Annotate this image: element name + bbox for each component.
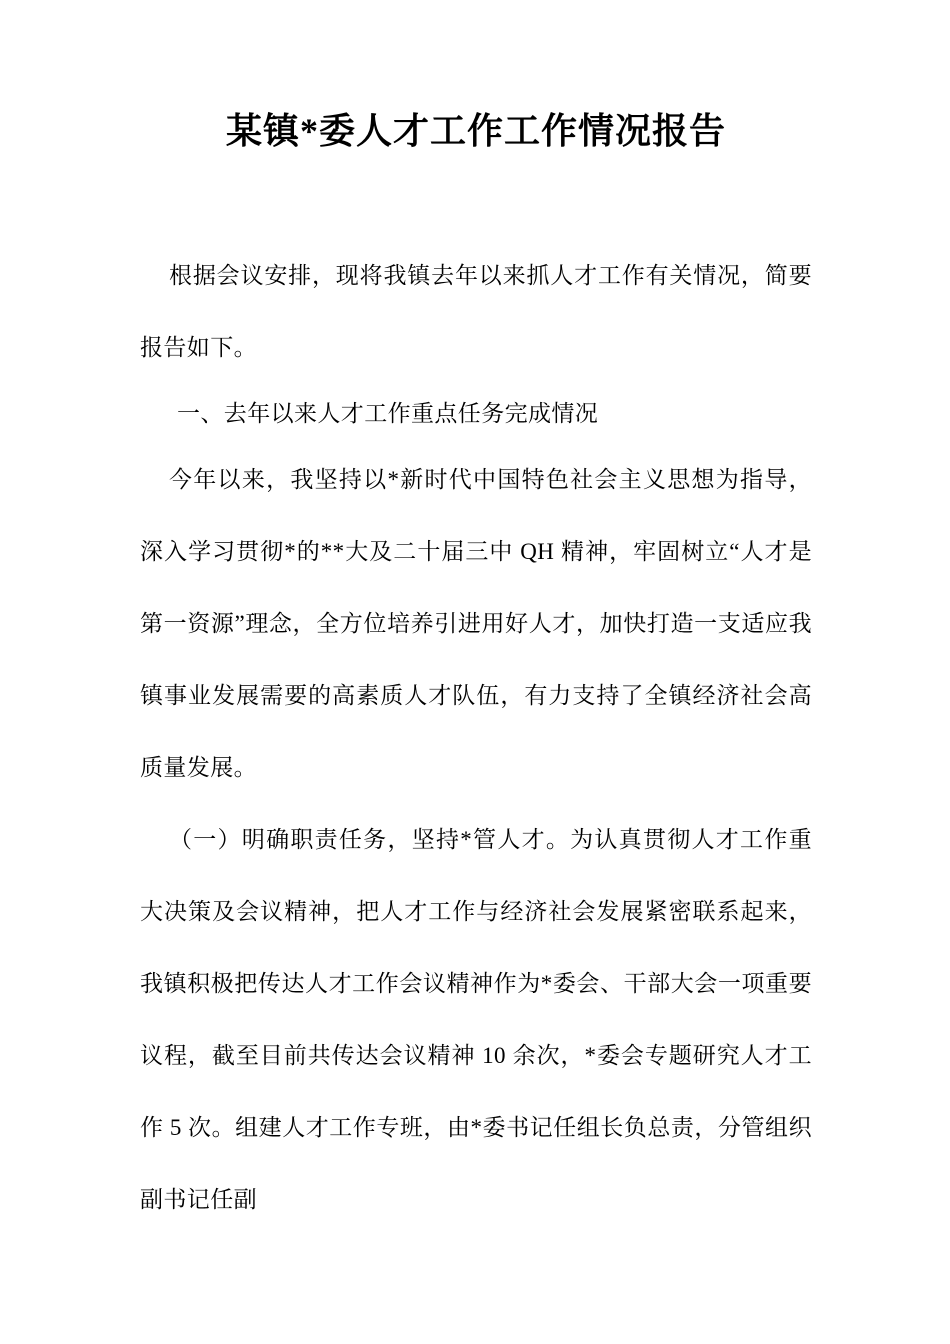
paragraph-overview: 今年以来，我坚持以*新时代中国特色社会主义思想为指导，深入学习贯彻*的**大及二十届三中 QH 精神，牢固树立“人才是第一资源”理念，全方位培养引进用好人才，加快打造一支适应我镇事业发展需要的高素质人才队伍，有力支持了全镇经济社会高质量发展。 <box>140 467 812 780</box>
paragraph-subsection-1: （一）明确职责任务，坚持*管人才。为认真贯彻人才工作重大决策及会议精神，把人才工作与经济社会发展紧密联系起来，我镇积极把传达人才工作会议精神作为*委会、干部大会一项重要议程，截至目前共传达会议精神 10 余次，*委会专题研究人才工作 5 次。组建人才工作专班，由*委书记任组长负总责，分管组织副书记任副 <box>140 827 812 1212</box>
paragraph-intro: 根据会议安排，现将我镇去年以来抓人才工作有关情况，简要报告如下。 <box>140 263 812 360</box>
section-heading-1: 一、去年以来人才工作重点任务完成情况 <box>177 401 599 426</box>
document-title: 某镇*委人才工作工作情况报告 <box>225 111 726 151</box>
